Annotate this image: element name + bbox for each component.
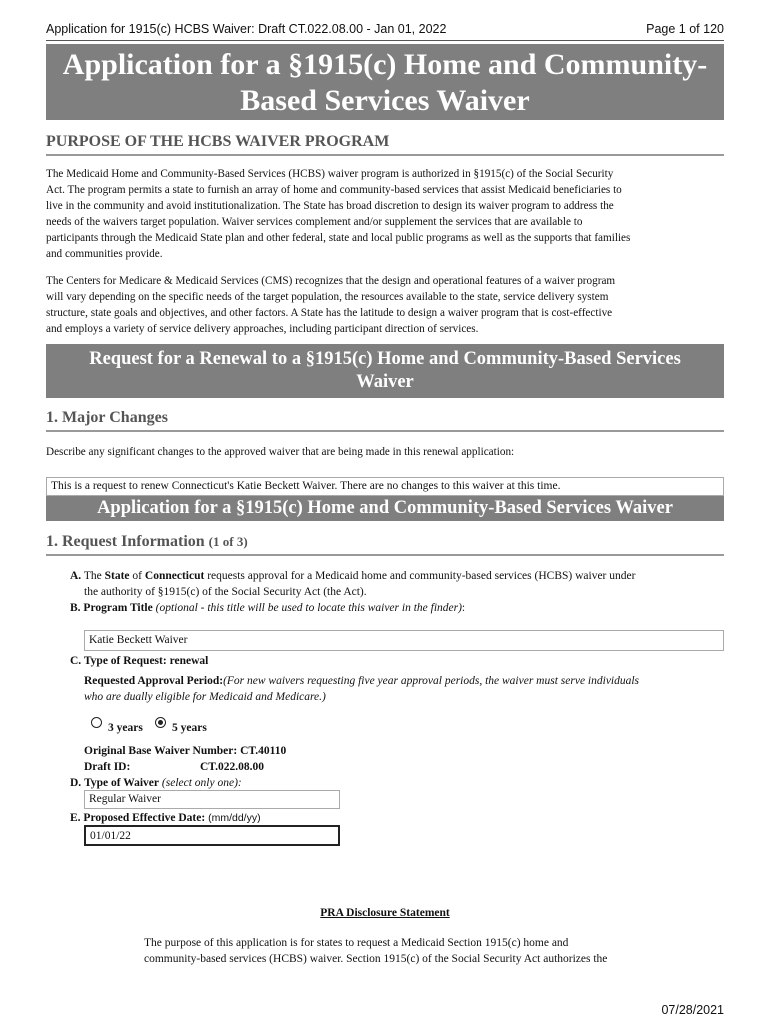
effective-date-format: (mm/dd/yy) xyxy=(208,812,261,824)
major-changes-prompt: Describe any significant changes to the approved waiver that are being made in this renewal application: xyxy=(46,446,515,458)
item-a-state-name: Connecticut xyxy=(144,570,205,582)
purpose-p1-line: live in the community and avoid institutionalization. The State has broad discretion to design its waiver program to address the xyxy=(46,200,614,212)
purpose-p2-line: The Centers for Medicare & Medicaid Services (CMS) recognizes that the design and operational features of a waiver program xyxy=(46,275,616,287)
main-title-line-1: Application for a §1915(c) Home and Community- xyxy=(62,48,708,81)
renewal-title-banner xyxy=(46,344,724,398)
page-header-title: Application for 1915(c) HCBS Waiver: Draft CT.022.08.00 - Jan 01, 2022 xyxy=(46,22,447,36)
program-title-field[interactable]: Katie Beckett Waiver xyxy=(84,630,724,651)
item-e-label: E. xyxy=(70,812,81,824)
type-of-waiver-note: (select only one): xyxy=(161,777,242,789)
item-d xyxy=(70,775,242,791)
purpose-p2-line: will vary depending on the specific needs of the target population, the resources available to the state, service delivery system xyxy=(46,291,609,303)
major-changes-field[interactable]: This is a request to renew Connecticut's Katie Beckett Waiver. There are no changes to this waiver at this time. xyxy=(46,477,724,496)
approval-period-line-2: who are dually eligible for Medicaid and Medicare.) xyxy=(84,691,326,703)
footer-date: 07/28/2021 xyxy=(661,1003,724,1017)
program-title-colon: : xyxy=(461,602,466,614)
radio-5-years[interactable] xyxy=(155,717,166,728)
request-information-title: 1. Request Information xyxy=(46,533,205,550)
item-a-state-word: State xyxy=(104,570,130,582)
purpose-p1-line: Act. The program permits a state to furnish an array of home and community-based services that assist Medicaid beneficiaries to xyxy=(46,184,622,196)
type-of-waiver-label: Type of Waiver xyxy=(84,777,160,789)
purpose-p1-line: participants through the Medicaid State plan and other federal, state and local public programs as well as the supports that families xyxy=(46,232,631,244)
approval-period-note: (For new waivers requesting five year approval periods, the waiver must serve individuals xyxy=(223,675,640,687)
type-of-request: Type of Request: renewal xyxy=(83,655,209,667)
item-a-text-3: requests approval for a Medicaid home and community-based services (HCBS) waiver under xyxy=(207,570,636,582)
item-c xyxy=(70,653,208,669)
header-divider xyxy=(46,40,724,41)
item-b-label: B. xyxy=(70,602,81,614)
item-e xyxy=(70,810,261,826)
purpose-p1-line: The Medicaid Home and Community-Based Services (HCBS) waiver program is authorized in §1915(c) of the Social Security xyxy=(46,168,614,180)
page-number: Page 1 of 120 xyxy=(646,22,724,36)
radio-3-years[interactable] xyxy=(91,717,102,728)
renewal-title-line-2: Waiver xyxy=(356,372,414,392)
radio-5-years-label: 5 years xyxy=(172,722,207,734)
effective-date-field[interactable]: 01/01/22 xyxy=(84,825,340,846)
radio-selected-dot xyxy=(158,720,163,725)
main-title-line-2: Based Services Waiver xyxy=(240,84,530,117)
main-title-banner xyxy=(46,44,724,120)
request-information-heading xyxy=(46,533,724,556)
draft-id-label: Draft ID: xyxy=(84,761,131,773)
original-base-waiver-number: Original Base Waiver Number: CT.40110 xyxy=(84,745,287,757)
approval-period-line-1 xyxy=(84,673,639,689)
item-a xyxy=(70,568,635,584)
item-a-line-2: the authority of §1915(c) of the Social Security Act (the Act). xyxy=(84,586,367,598)
item-a-label: A. xyxy=(70,570,82,582)
purpose-p2-line: structure, state goals and objectives, and other factors. A State has the latitude to design a waiver program that is cost-effective xyxy=(46,307,613,319)
approval-period-label: Requested Approval Period: xyxy=(84,675,224,687)
radio-3-years-label: 3 years xyxy=(108,722,143,734)
item-b xyxy=(70,600,465,616)
purpose-heading: PURPOSE OF THE HCBS WAIVER PROGRAM xyxy=(46,133,724,156)
item-d-label: D. xyxy=(70,777,82,789)
pra-disclosure-heading: PRA Disclosure Statement xyxy=(320,907,450,919)
pra-disclosure-text xyxy=(144,935,704,967)
purpose-paragraph-2 xyxy=(46,273,726,337)
pra-line-2: community-based services (HCBS) waiver. Section 1915(c) of the Social Security Act authorizes the xyxy=(144,953,608,965)
item-a-text-2: of xyxy=(132,570,143,582)
renewal-title-line-1: Request for a Renewal to a §1915(c) Home and Community-Based Services xyxy=(89,349,681,369)
effective-date-label: Proposed Effective Date: xyxy=(83,812,206,824)
major-changes-heading: 1. Major Changes xyxy=(46,409,724,432)
pra-line-1: The purpose of this application is for states to request a Medicaid Section 1915(c) home and xyxy=(144,937,569,949)
item-a-text-1: The xyxy=(83,570,102,582)
section-counter: (1 of 3) xyxy=(208,534,248,549)
type-of-waiver-field[interactable]: Regular Waiver xyxy=(84,790,340,809)
purpose-p1-line: needs of the waivers target population. Waiver services complement and/or supplement the services that are available to xyxy=(46,216,583,228)
application-title-banner: Application for a §1915(c) Home and Community-Based Services Waiver xyxy=(46,496,724,521)
draft-id-value: CT.022.08.00 xyxy=(200,761,264,773)
item-c-label: C. xyxy=(70,655,82,667)
program-title-label: Program Title xyxy=(83,602,153,614)
program-title-note: (optional - this title will be used to locate this waiver in the finder) xyxy=(155,602,462,614)
purpose-p2-line: and employs a variety of service delivery approaches, including participant direction of services. xyxy=(46,323,479,335)
purpose-paragraph-1 xyxy=(46,166,726,262)
purpose-p1-line: and communities provide. xyxy=(46,248,163,260)
